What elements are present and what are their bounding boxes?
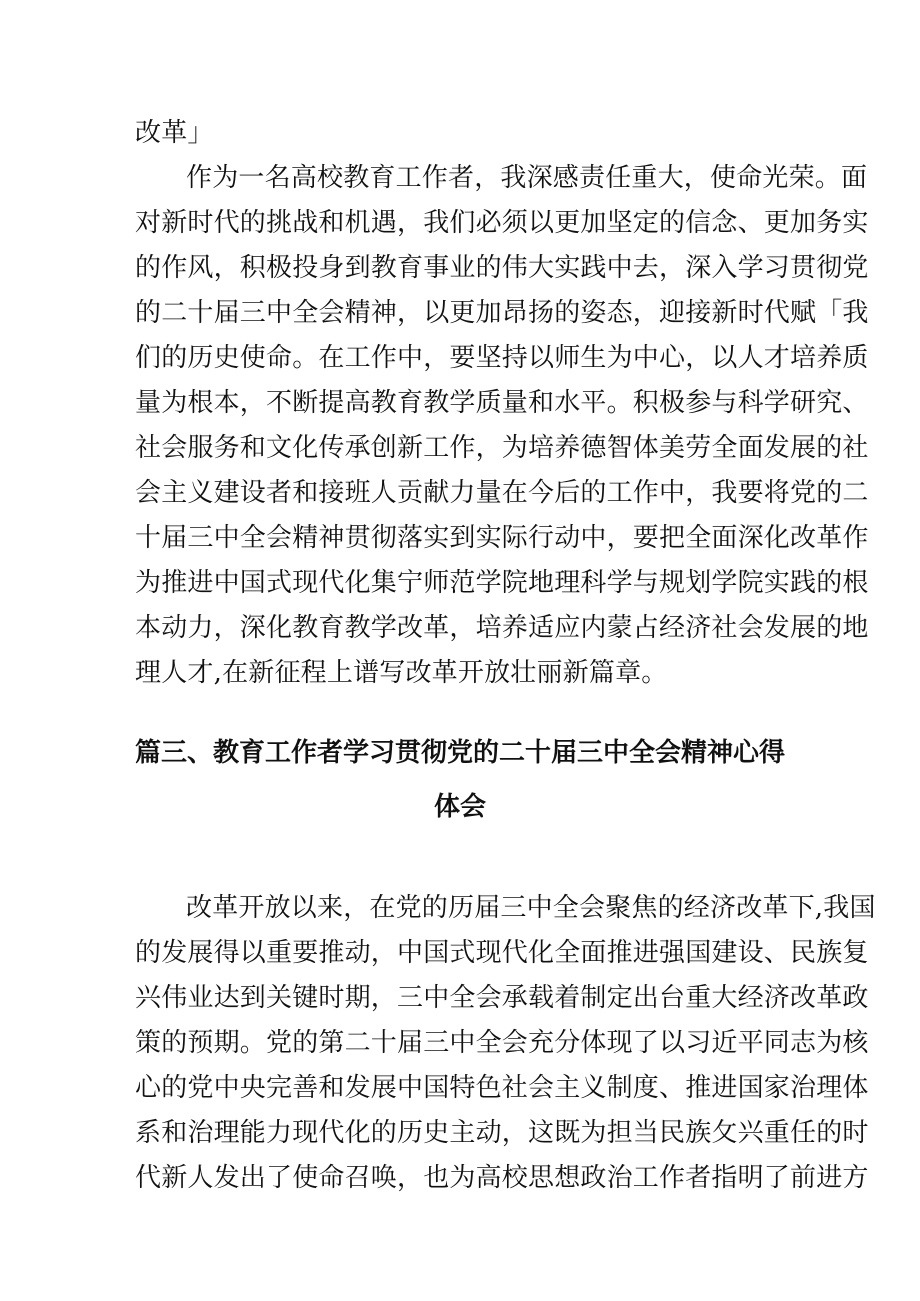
text-line: 代新人发出了使命召唤，也为高校思想政治工作者指明了前进方 [135,1163,869,1193]
text-line: 本动力，深化教育教学改革，培养适应内蒙占经济社会发展的地 [135,613,869,643]
text-line: 的二十届三中全会精神，以更加昂扬的姿态，迎接新时代赋「我 [135,298,869,328]
text-line: 为推进中国式现代化集宁师范学院地理科学与规划学院实践的根 [135,568,869,598]
text-line: 社会服务和文化传承创新工作，为培养德智体美劳全面发展的社 [135,433,869,463]
text-line: 的发展得以重要推动，中国式现代化全面推进强国建设、民族复 [135,938,869,968]
text-line: 对新时代的挑战和机遇，我们必须以更加坚定的信念、更加务实 [135,208,869,238]
text-line: 心的党中央完善和发展中国特色社会主义制度、推进国家治理体 [135,1073,869,1103]
text-line: 会主义建设者和接班人贡献力量在今后的工作中，我要将党的二 [135,478,869,508]
text-line: 量为根本，不断提高教育教学质量和水平。积极参与科学研究、 [135,388,869,418]
text-line: 作为一名高校教育工作者，我深感责任重大，使命光荣。面 [186,163,868,193]
text-line: 兴伟业达到关键时期，三中全会承载着制定出台重大经济改革政 [135,983,869,1013]
text-line: 改革」 [135,118,214,148]
text-line: 策的预期。党的第二十届三中全会充分体现了以习近平同志为核 [135,1028,869,1058]
text-line: 改革开放以来，在党的历届三中全会聚焦的经济改革下,我国 [186,893,876,923]
text-line: 的作风，积极投身到教育事业的伟大实践中去，深入学习贯彻党 [135,253,869,283]
text-line: 十届三中全会精神贯彻落实到实际行动中，要把全面深化改革作 [135,523,869,553]
text-line: 系和治理能力现代化的历史主动，这既为担当民族攵兴重任的时 [135,1118,869,1148]
section-heading-continued: 体会 [433,792,486,822]
text-line: 们的历史使命。在工作中，要坚持以师生为中心，以人才培养质 [135,343,869,373]
text-line: 理人才,在新征程上谱写改革开放壮丽新篇章。 [135,658,668,688]
section-heading: 篇三、教育工作者学习贯彻党的二十届三中全会精神心得 [135,738,786,768]
